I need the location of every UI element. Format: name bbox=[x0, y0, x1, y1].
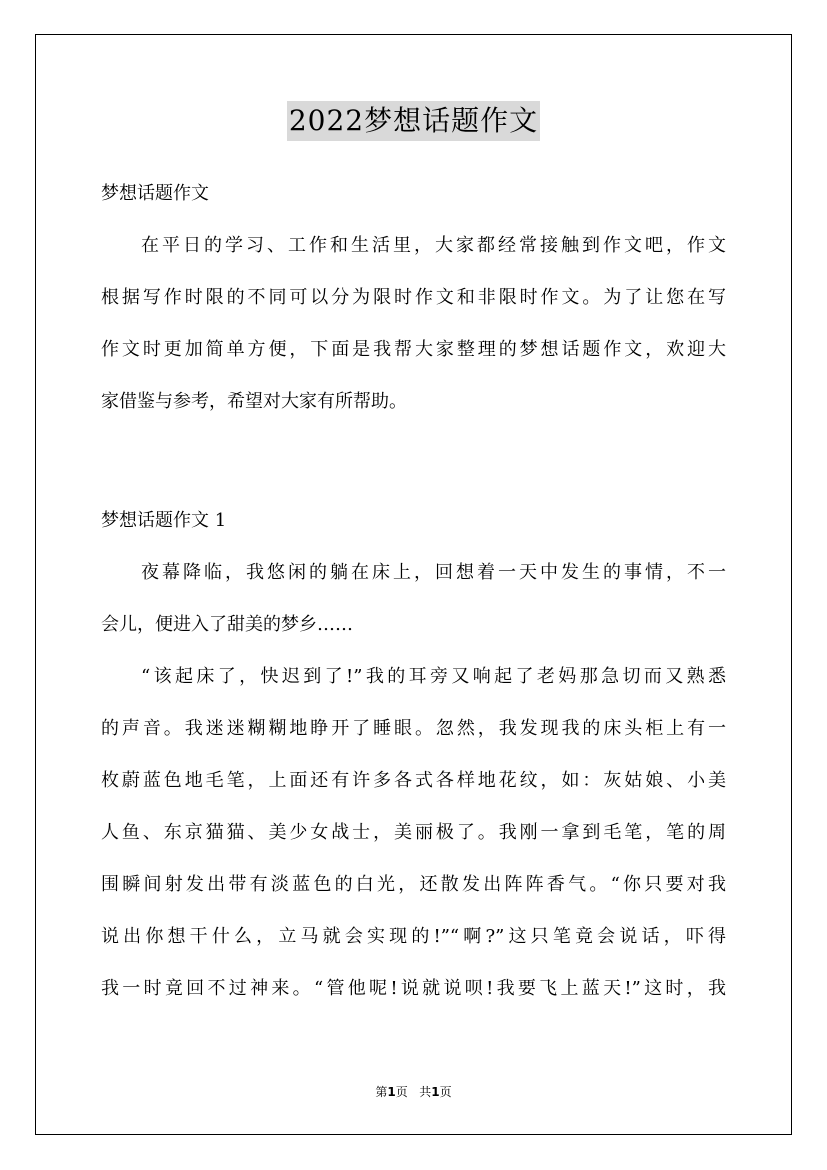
footer-mid: 页 共 bbox=[395, 1085, 432, 1099]
page-footer bbox=[0, 1083, 827, 1100]
total-page-number: 1 bbox=[431, 1085, 440, 1099]
paragraph-line: 枚蔚蓝色地毛笔，上面还有许多各式各样地花纹，如：灰姑娘、小美 bbox=[101, 770, 726, 791]
section-heading: 梦想话题作文 bbox=[101, 183, 209, 204]
footer-prefix: 第 bbox=[375, 1085, 388, 1099]
paragraph-line: 家借鉴与参考，希望对大家有所帮助。 bbox=[101, 391, 407, 412]
paragraph-line: 在平日的学习、工作和生活里，大家都经常接触到作文吧，作文 bbox=[141, 235, 726, 256]
document-title bbox=[0, 101, 827, 141]
essay-heading: 梦想话题作文 1 bbox=[101, 510, 227, 531]
current-page-number: 1 bbox=[387, 1085, 396, 1099]
document-body bbox=[101, 168, 726, 1015]
document-title-text: 2022梦想话题作文 bbox=[287, 101, 540, 141]
paragraph-line: 人鱼、东京猫猫、美少女战士，美丽极了。我刚一拿到毛笔，笔的周 bbox=[101, 822, 726, 843]
spacer bbox=[101, 428, 726, 495]
paragraph-line: 的声音。我迷迷糊糊地睁开了睡眼。忽然，我发现我的床头柜上有一 bbox=[101, 718, 726, 739]
paragraph-line: 说出你想干什么，立马就会实现的!”“啊?”这只笔竟会说话，吓得 bbox=[101, 926, 726, 947]
paragraph-line: “该起床了，快迟到了!”我的耳旁又响起了老妈那急切而又熟悉 bbox=[141, 666, 726, 687]
paragraph-line: 作文时更加简单方便，下面是我帮大家整理的梦想话题作文，欢迎大 bbox=[101, 339, 726, 360]
paragraph-line: 夜幕降临，我悠闲的躺在床上，回想着一天中发生的事情，不一 bbox=[141, 562, 726, 583]
essay-paragraph-2 bbox=[101, 651, 726, 1015]
paragraph-line: 围瞬间射发出带有淡蓝色的白光，还散发出阵阵香气。“你只要对我 bbox=[101, 874, 726, 895]
footer-suffix: 页 bbox=[439, 1085, 452, 1099]
essay-paragraph-1 bbox=[101, 547, 726, 651]
paragraph-line: 会儿，便进入了甜美的梦乡…… bbox=[101, 614, 353, 635]
paragraph-line: 根据写作时限的不同可以分为限时作文和非限时作文。为了让您在写 bbox=[101, 287, 726, 308]
intro-paragraph bbox=[101, 220, 726, 428]
paragraph-line: 我一时竟回不过神来。“管他呢!说就说呗!我要飞上蓝天!”这时，我 bbox=[101, 978, 726, 999]
